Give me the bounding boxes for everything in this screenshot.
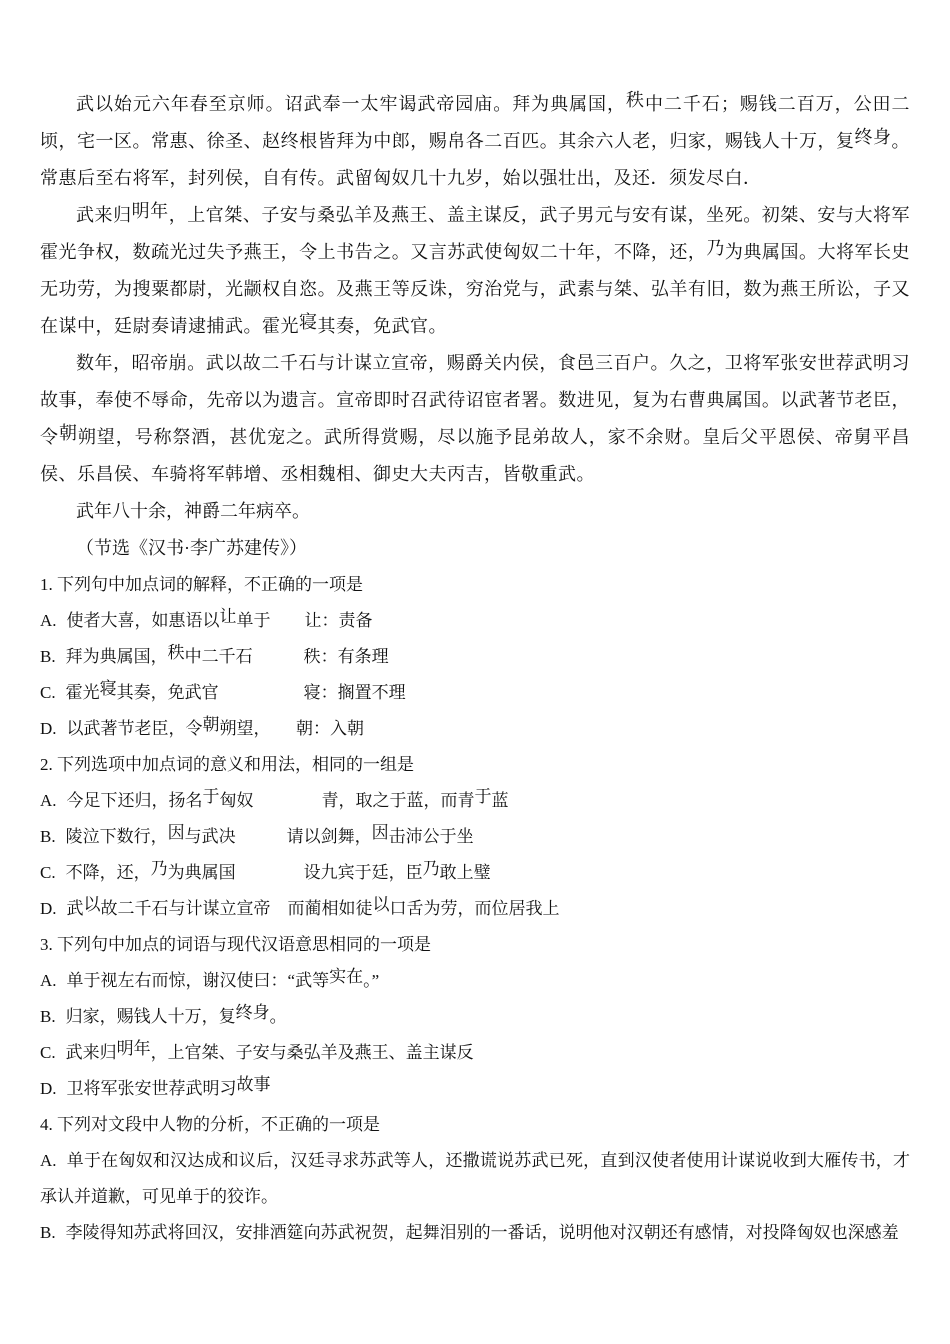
- text-run: 武: [66, 899, 84, 918]
- text-run: 归家，赐钱人十万，复: [65, 1007, 236, 1026]
- text-run: 卫将军张安世荐武明习: [66, 1079, 237, 1098]
- text-run: 口舌为劳，而位居我上: [389, 899, 560, 918]
- option-row: [40, 963, 910, 999]
- text-run: 让：责备: [304, 611, 373, 630]
- question-stem: 1. 下列句中加点词的解释，不正确的一项是: [40, 575, 363, 594]
- text-run: 。”: [363, 971, 380, 990]
- emphasized-char: 明年: [131, 201, 169, 221]
- text-run: 击沛公于坐: [388, 827, 474, 846]
- passage-paragraph: [40, 197, 910, 345]
- text-run: ，上官桀、子安与桑弘羊及燕王、盖主谋反，武子男元与安有谋，坐死。初桀、安与大将军霍光争权，数疏光过失予燕王，令上书告之。又言苏武使匈奴二十年，不降，还，: [40, 205, 911, 262]
- text-run: 使者大喜，如惠语以: [66, 611, 220, 630]
- emphasized-char: 秩: [167, 643, 185, 662]
- text-run: 设九宾于廷，臣: [303, 863, 423, 882]
- passage-paragraph: [40, 345, 910, 493]
- option-label: D.: [40, 899, 57, 918]
- passage-section: [40, 86, 910, 493]
- emphasized-char: 寝: [299, 312, 318, 332]
- option-label: B.: [40, 1007, 56, 1026]
- emphasized-char: 寝: [99, 679, 117, 698]
- text-run: [271, 899, 288, 918]
- emphasized-char: 于: [474, 787, 492, 806]
- option-label: C.: [40, 863, 56, 882]
- passage-source-line: （节选《汉书·李广苏建传》）: [76, 538, 307, 558]
- option-row: [40, 639, 910, 675]
- option-label: A.: [40, 971, 57, 990]
- option-label: C.: [40, 1043, 56, 1062]
- text-run: 蓝: [491, 791, 509, 810]
- text-run: [219, 683, 304, 702]
- text-run: 数年，昭帝崩。武以故二千石与计谋立宣帝，赐爵关内侯，食邑三百户。久之，卫将军张安世荐武明习故事，奉使不辱命，先帝以为遗言。宣帝即时召武待诏宦者署。数进见，复为右曹典属国。以武著节老臣，令: [40, 353, 910, 447]
- text-run: 武来归: [65, 1043, 117, 1062]
- option-label: C.: [40, 683, 56, 702]
- text-run: [236, 863, 304, 882]
- option-row: [40, 1143, 910, 1215]
- text-run: 敢上璧: [439, 863, 491, 882]
- text-run: 寝：搁置不理: [303, 683, 406, 702]
- option-label: B.: [40, 647, 56, 666]
- option-label: A.: [40, 791, 57, 810]
- emphasized-char: 以: [372, 895, 390, 914]
- option-row: [40, 999, 910, 1035]
- passage-paragraph: [40, 86, 910, 197]
- question-1: [40, 567, 910, 747]
- text-run: 朔望，: [219, 719, 263, 738]
- text-run: 朝：入朝: [296, 719, 365, 738]
- emphasized-char: 让: [219, 607, 237, 626]
- emphasized-char: 终身: [854, 127, 892, 147]
- option-row: [40, 1215, 910, 1251]
- question-2: [40, 747, 910, 927]
- text-run: 不降，还，: [65, 863, 151, 882]
- text-run: 其奏，免武官: [116, 683, 219, 702]
- text-run: 陵泣下数行，: [65, 827, 168, 846]
- text-run: 秩：有条理: [303, 647, 389, 666]
- text-run: 今足下还归，扬名: [66, 791, 203, 810]
- emphasized-char: 终身: [235, 1003, 270, 1022]
- text-run: [271, 611, 305, 630]
- option-row: [40, 891, 910, 927]
- text-run: 与武决: [184, 827, 236, 846]
- option-label: B.: [40, 1223, 56, 1242]
- emphasized-char: 明年: [116, 1039, 151, 1058]
- emphasized-char: 朝: [58, 423, 78, 443]
- option-label: A.: [40, 611, 57, 630]
- question-stem: 3. 下列句中加点的词语与现代汉语意思相同的一项是: [40, 935, 431, 954]
- emphasized-char: 朝: [202, 715, 220, 734]
- emphasized-char: 因: [167, 823, 185, 842]
- text-run: [253, 647, 304, 666]
- emphasized-char: 乃: [422, 859, 440, 878]
- option-row: [40, 711, 910, 747]
- emphasized-char: 于: [202, 787, 220, 806]
- option-row: [40, 675, 910, 711]
- text-run: 中二千石: [184, 647, 253, 666]
- question-stem: 4. 下列对文段中人物的分析，不正确的一项是: [40, 1115, 380, 1134]
- emphasized-char: 乃: [150, 859, 168, 878]
- text-run: 其奏，免武官。: [317, 316, 447, 336]
- text-run: 单于: [236, 611, 271, 630]
- question-3: [40, 927, 910, 1107]
- text-run: 武来归: [76, 205, 132, 225]
- text-run: 拜为典属国，: [65, 647, 168, 666]
- text-run: 。: [269, 1007, 287, 1026]
- text-run: 而蔺相如徒: [287, 899, 373, 918]
- option-label: D.: [40, 719, 57, 738]
- emphasized-char: 故事: [236, 1075, 271, 1094]
- text-run: [254, 791, 322, 810]
- emphasized-char: 秩: [626, 90, 645, 110]
- option-row: [40, 819, 910, 855]
- option-label: A.: [40, 1151, 57, 1170]
- text-run: 武以始元六年春至京师。诏武奉一太牢谒武帝园庙。拜为典属国，: [76, 94, 626, 114]
- option-row: [40, 1071, 910, 1107]
- text-run: 青，取之于蓝，而青: [321, 791, 475, 810]
- option-label: B.: [40, 827, 56, 846]
- question-4: [40, 1107, 910, 1251]
- text-run: 为典属国。大将军长史无功劳，为搜粟都尉，光颛权自恣。及燕王等反诛，穷治党与，武素与桀、弘羊有旧，数为燕王所讼，子又在谋中，廷尉奏请逮捕武。霍光: [40, 242, 911, 336]
- passage-closing-line: 武年八十余，神爵二年病卒。: [76, 501, 310, 521]
- option-row: [40, 1035, 910, 1071]
- text-run: [262, 719, 296, 738]
- text-run: 故二千石与计谋立宣帝: [100, 899, 271, 918]
- text-run: 为典属国: [167, 863, 236, 882]
- text-run: 霍光: [65, 683, 100, 702]
- questions-section: [40, 567, 910, 1251]
- text-run: 。常惠后至右将军，封列侯，自有传。武留匈奴几十九岁，始以强壮出，及还．须发尽白．: [40, 131, 911, 188]
- text-run: 请以剑舞，: [286, 827, 372, 846]
- emphasized-char: 乃: [706, 238, 725, 258]
- option-label: D.: [40, 1079, 57, 1098]
- text-run: [236, 827, 287, 846]
- emphasized-char: 以: [83, 895, 101, 914]
- option-row: [40, 783, 910, 819]
- question-stem: 2. 下列选项中加点词的意义和用法，相同的一组是: [40, 755, 414, 774]
- text-run: 中二千石；赐钱二百万，公田二顷，宅一区。常惠、徐圣、赵终根皆拜为中郎，赐帛各二百匹。其余六人老，归家，赐钱人十万，复: [40, 94, 911, 151]
- text-run: 单于在匈奴和汉达成和议后，汉廷寻求苏武等人，还撒谎说苏武已死，直到汉使者使用计谋说收到大雁传书，才承认并道歉，可见单于的狡诈。: [40, 1151, 910, 1206]
- text-run: 李陵得知苏武将回汉，安排酒筵向苏武祝贺，起舞泪别的一番话，说明他对汉朝还有感情，对投降匈奴也深感羞: [65, 1223, 899, 1242]
- emphasized-char: 因: [371, 823, 389, 842]
- text-run: 朔望，号称祭酒，甚优宠之。武所得赏赐，尽以施予昆弟故人，家不余财。皇后父平恩侯、帝舅平昌侯、乐昌侯、车骑将军韩增、丞相魏相、御史大夫丙吉，皆敬重武。: [40, 427, 911, 484]
- emphasized-char: 实在: [329, 967, 364, 986]
- option-row: [40, 603, 910, 639]
- option-row: [40, 855, 910, 891]
- text-run: 以武著节老臣，令: [66, 719, 203, 738]
- text-run: ，上官桀、子安与桑弘羊及燕王、盖主谋反: [150, 1043, 474, 1062]
- text-run: 匈奴: [219, 791, 254, 810]
- text-run: 单于视左右而惊，谢汉使曰：“武等: [66, 971, 330, 990]
